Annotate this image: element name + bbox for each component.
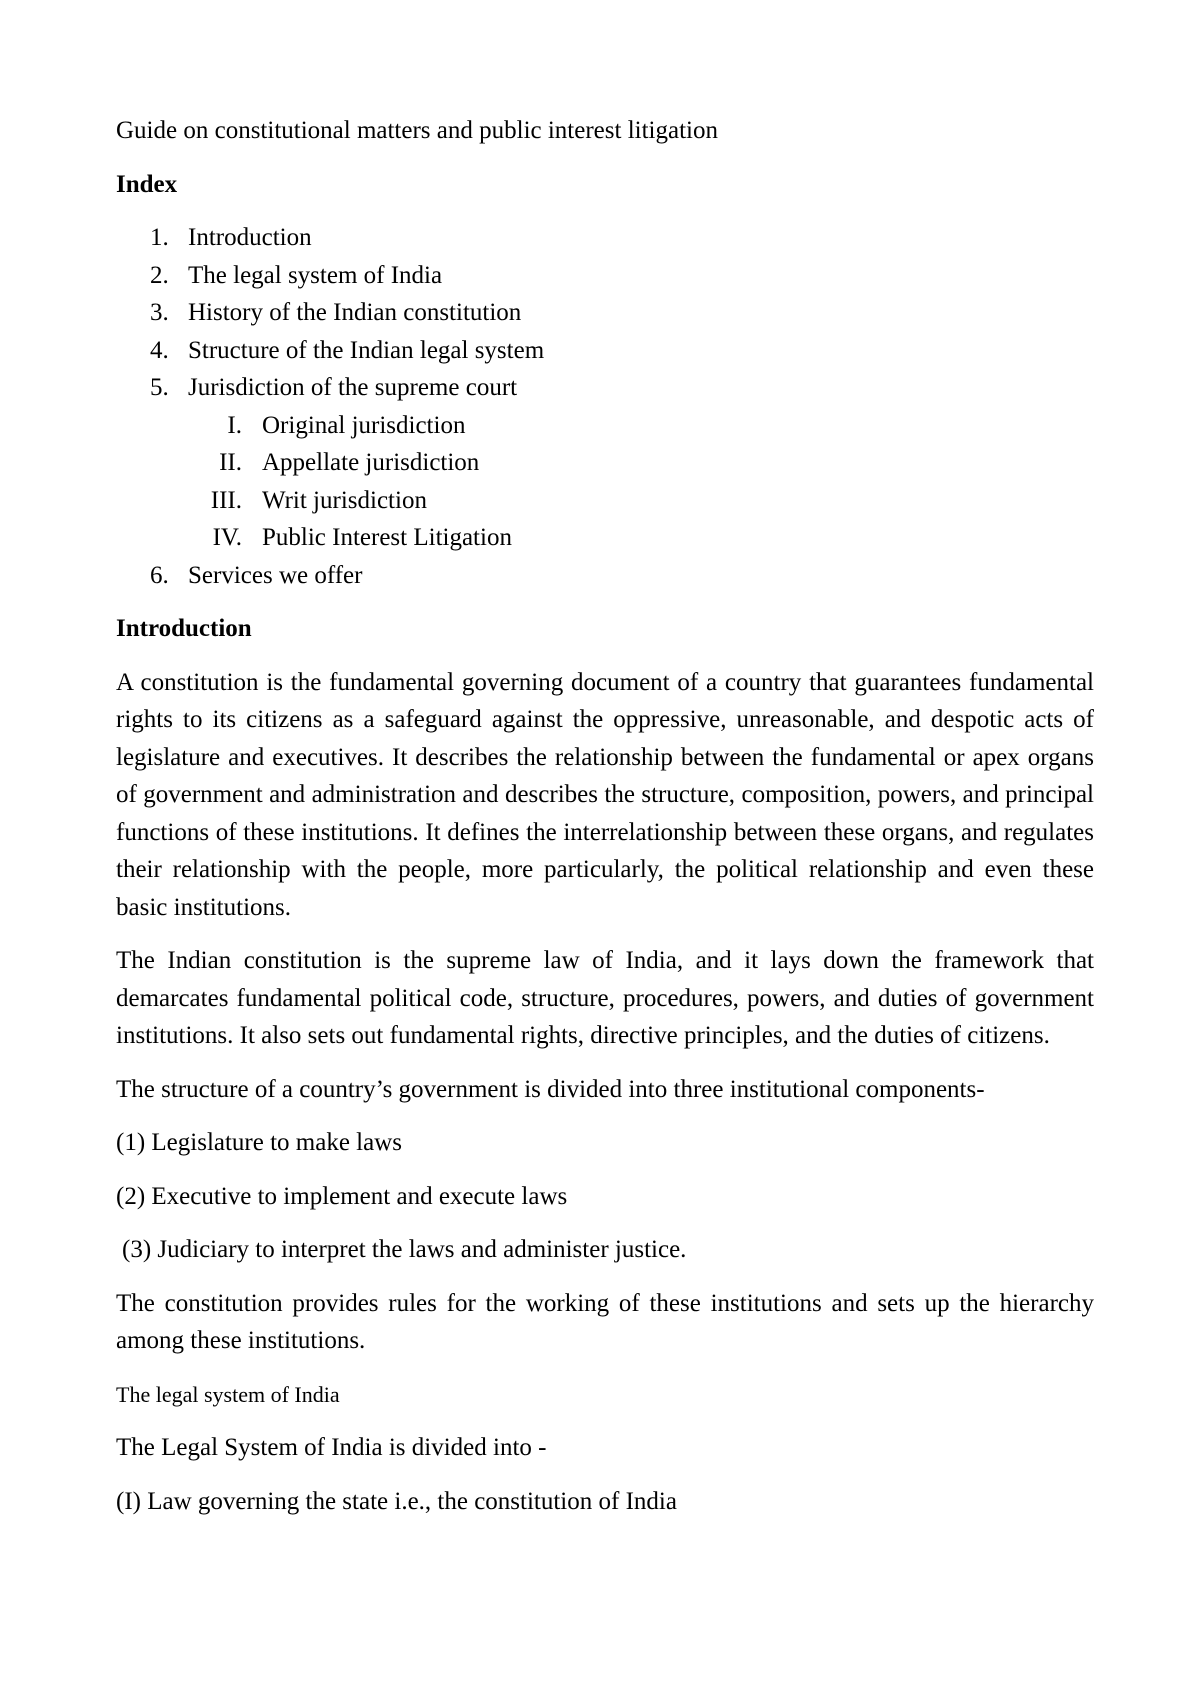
- index-list: [116, 219, 1094, 594]
- legal-system-heading: The legal system of India: [116, 1381, 340, 1407]
- component-judiciary: (3) Judiciary to interpret the laws and administer justice.: [122, 1236, 687, 1263]
- intro-paragraph-1: A constitution is the fundamental governing document of a country that guarantees fundamental rights to its citizens as a safeguard against the oppressive, unreasonable, and despotic acts of legislature and executives. It describes the relationship between the fundamental or apex organs of government and administration and describes the structure, composition, powers, and principal functions of these institutions. It defines the interrelationship between these organs, and regulates their relationship with the people, more particularly, the political relationship and even these basic institutions.: [116, 668, 1094, 921]
- index-subitem-number: I.: [227, 411, 242, 439]
- index-item-label: Jurisdiction of the supreme court: [188, 374, 518, 401]
- index-subitem-pil: [116, 519, 1094, 557]
- index-subitem-number: IV.: [212, 524, 242, 551]
- legal-system-item: (I) Law governing the state i.e., the constitution of India: [116, 1487, 677, 1515]
- introduction-heading: Introduction: [116, 615, 252, 642]
- index-item-label: Structure of the Indian legal system: [188, 336, 545, 364]
- index-subitem-writ: [116, 482, 1094, 520]
- index-item-services: [116, 557, 1094, 595]
- component-executive: (2) Executive to implement and execute laws: [116, 1182, 568, 1210]
- index-subitem-original: [116, 407, 1094, 445]
- intro-paragraph-2: The Indian constitution is the supreme law of India, and it lays down the framework that demarcates fundamental political code, structure, procedures, powers, and duties of government institutions. It also sets out fundamental rights, directive principles, and the duties of citizens.: [116, 947, 1094, 1049]
- index-heading: Index: [116, 170, 178, 198]
- index-subitem-number: II.: [219, 449, 242, 476]
- intro-paragraph-3: The structure of a country’s government is divided into three institutional components-: [116, 1075, 985, 1103]
- index-item-number: 3.: [150, 299, 169, 326]
- index-item-label: Introduction: [188, 224, 312, 251]
- index-subitem-number: III.: [210, 486, 242, 514]
- index-item-number: 2.: [150, 261, 169, 289]
- index-item-label: History of the Indian constitution: [188, 299, 522, 326]
- index-subitem-label: Writ jurisdiction: [262, 486, 427, 514]
- index-subitem-label: Appellate jurisdiction: [262, 449, 480, 476]
- index-item-label: The legal system of India: [188, 261, 443, 289]
- index-item-introduction: [116, 219, 1094, 257]
- index-item-number: 5.: [150, 374, 169, 401]
- document-page: [116, 112, 1094, 1536]
- index-subitem-appellate: [116, 444, 1094, 482]
- index-sublist: [116, 407, 1094, 557]
- closing-paragraph: The constitution provides rules for the working of these institutions and sets up the hierarchy among these institutions.: [116, 1289, 1094, 1354]
- index-item-history: [116, 294, 1094, 332]
- index-subitem-label: Original jurisdiction: [262, 411, 466, 439]
- index-subitem-label: Public Interest Litigation: [262, 524, 512, 551]
- index-item-label: Services we offer: [188, 561, 363, 589]
- component-legislature: (1) Legislature to make laws: [116, 1129, 403, 1156]
- index-item-legal-system: [116, 257, 1094, 295]
- index-sublist-container: [116, 407, 1094, 557]
- legal-system-intro: The Legal System of India is divided into -: [116, 1434, 547, 1461]
- index-item-number: 4.: [150, 336, 169, 364]
- document-title: Guide on constitutional matters and public interest litigation: [116, 117, 718, 144]
- index-item-number: 1.: [150, 224, 169, 251]
- index-item-jurisdiction: [116, 369, 1094, 407]
- index-item-structure: [116, 332, 1094, 370]
- index-item-number: 6.: [150, 561, 169, 589]
